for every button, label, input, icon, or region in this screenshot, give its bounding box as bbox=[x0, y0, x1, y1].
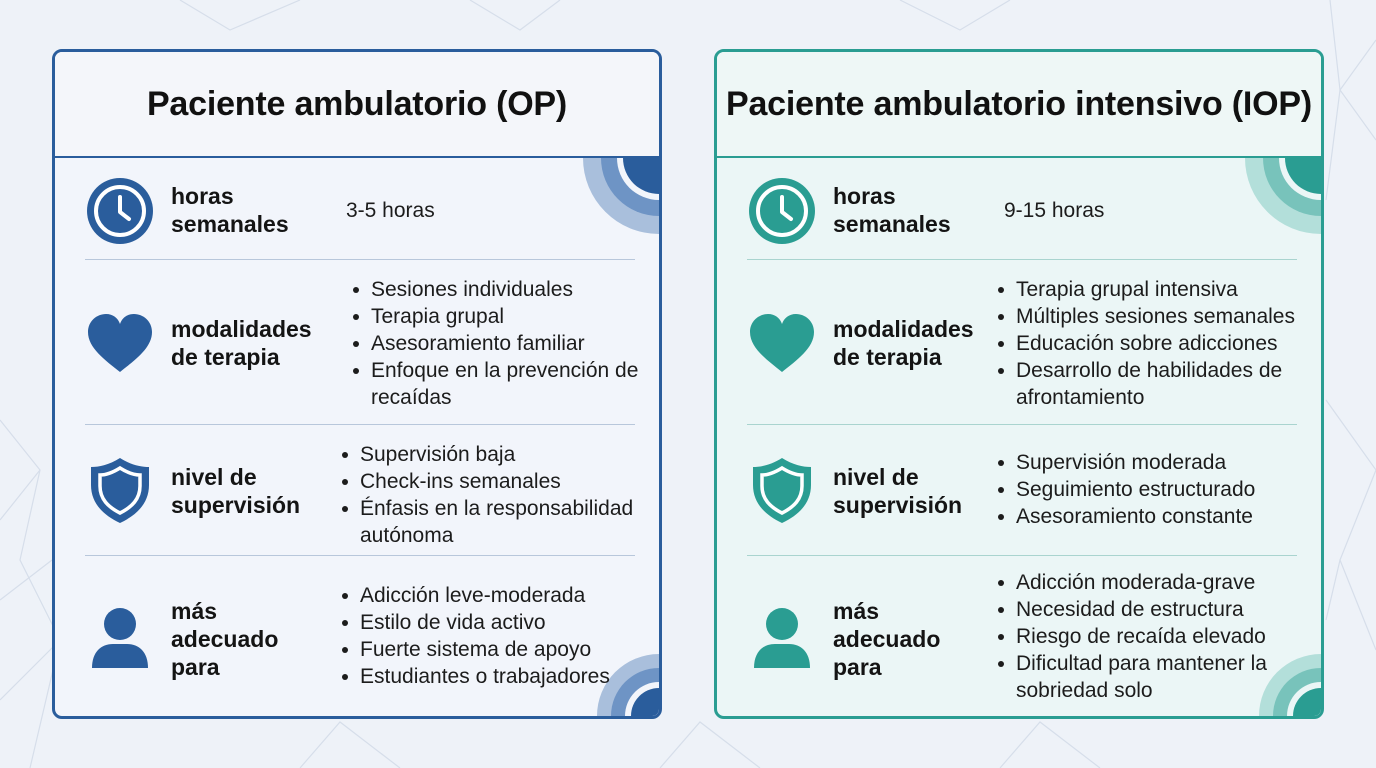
row-divider bbox=[85, 259, 635, 260]
iop-supervision-label: nivel de supervisión bbox=[833, 464, 963, 518]
op-therapy-row bbox=[55, 262, 659, 427]
list-item: Adicción moderada-grave bbox=[994, 569, 1316, 596]
row-divider bbox=[747, 259, 1297, 260]
iop-therapy-row bbox=[717, 262, 1321, 427]
iop-therapy-label: modalidades de terapia bbox=[833, 316, 974, 370]
op-supervision-label: nivel de supervisión bbox=[171, 464, 301, 518]
heart-icon bbox=[747, 310, 817, 380]
op-supervision-row bbox=[55, 427, 659, 558]
op-supervision-list bbox=[338, 441, 648, 549]
shield-icon bbox=[747, 455, 817, 525]
op-best-for-list bbox=[338, 582, 648, 690]
iop-card-title: Paciente ambulatorio intensivo (IOP) bbox=[725, 84, 1313, 123]
list-item: Múltiples sesiones semanales bbox=[994, 303, 1316, 330]
op-card bbox=[52, 49, 662, 719]
iop-card bbox=[714, 49, 1324, 719]
op-hours-value: 3-5 horas bbox=[346, 199, 435, 222]
list-item: Fuerte sistema de apoyo bbox=[338, 636, 648, 663]
list-item: Dificultad para mantener la sobriedad solo bbox=[994, 650, 1316, 704]
op-best-for-row bbox=[55, 558, 659, 716]
iop-best-for-row bbox=[717, 558, 1321, 716]
list-item: Estudiantes o trabajadores bbox=[338, 663, 648, 690]
iop-therapy-list bbox=[994, 276, 1316, 411]
list-item: Asesoramiento familiar bbox=[349, 330, 649, 357]
iop-best-for-label: más adecuado para bbox=[833, 598, 941, 680]
list-item: Check-ins semanales bbox=[338, 468, 648, 495]
list-item: Educación sobre adicciones bbox=[994, 330, 1316, 357]
iop-hours-value: 9-15 horas bbox=[1004, 199, 1105, 222]
iop-supervision-row bbox=[717, 427, 1321, 558]
row-divider bbox=[747, 424, 1297, 425]
clock-icon bbox=[85, 176, 155, 246]
user-icon bbox=[85, 602, 155, 672]
list-item: Desarrollo de habilidades de afrontamiento bbox=[994, 357, 1316, 411]
user-icon bbox=[747, 602, 817, 672]
shield-icon bbox=[85, 455, 155, 525]
row-divider bbox=[85, 424, 635, 425]
op-card-title: Paciente ambulatorio (OP) bbox=[146, 84, 568, 123]
clock-icon bbox=[747, 176, 817, 246]
iop-hours-label: horas semanales bbox=[833, 183, 951, 237]
op-card-header bbox=[55, 52, 659, 158]
list-item: Terapia grupal intensiva bbox=[994, 276, 1316, 303]
list-item: Sesiones individuales bbox=[349, 276, 649, 303]
op-hours-label: horas semanales bbox=[171, 183, 289, 237]
list-item: Asesoramiento constante bbox=[994, 503, 1316, 530]
row-divider bbox=[747, 555, 1297, 556]
iop-best-for-list bbox=[994, 569, 1316, 704]
op-therapy-list bbox=[349, 276, 649, 411]
list-item: Supervisión baja bbox=[338, 441, 648, 468]
list-item: Enfoque en la prevención de recaídas bbox=[349, 357, 649, 411]
iop-supervision-list bbox=[994, 449, 1316, 530]
list-item: Riesgo de recaída elevado bbox=[994, 623, 1316, 650]
iop-hours-row bbox=[717, 158, 1321, 262]
iop-card-header bbox=[717, 52, 1321, 158]
heart-icon bbox=[85, 310, 155, 380]
list-item: Estilo de vida activo bbox=[338, 609, 648, 636]
list-item: Seguimiento estructurado bbox=[994, 476, 1316, 503]
op-hours-row bbox=[55, 158, 659, 262]
op-therapy-label: modalidades de terapia bbox=[171, 316, 312, 370]
list-item: Necesidad de estructura bbox=[994, 596, 1316, 623]
list-item: Terapia grupal bbox=[349, 303, 649, 330]
list-item: Supervisión moderada bbox=[994, 449, 1316, 476]
list-item: Énfasis en la responsabilidad autónoma bbox=[338, 495, 648, 549]
list-item: Adicción leve-moderada bbox=[338, 582, 648, 609]
row-divider bbox=[85, 555, 635, 556]
op-best-for-label: más adecuado para bbox=[171, 598, 279, 680]
